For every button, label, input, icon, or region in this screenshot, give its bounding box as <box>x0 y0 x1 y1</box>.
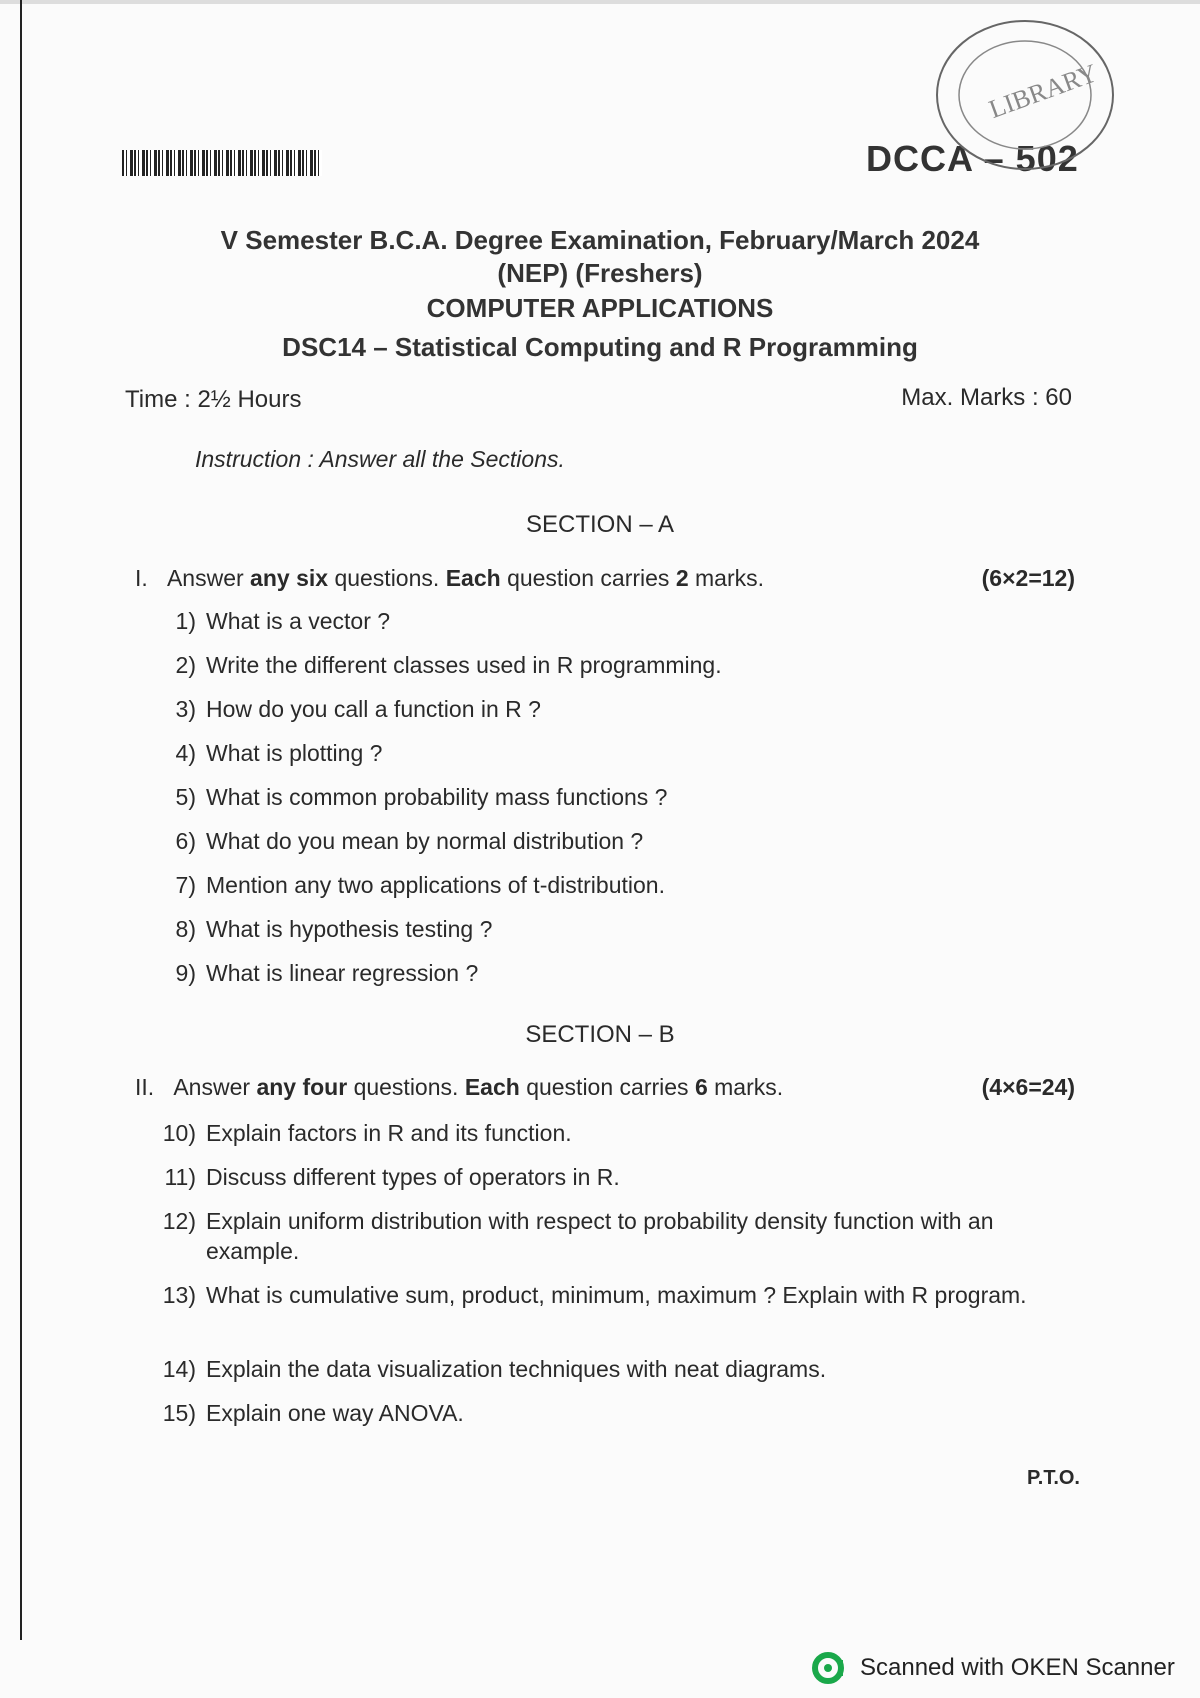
exam-subject: COMPUTER APPLICATIONS <box>426 293 774 323</box>
section-a-instruction: I. Answer any six questions. Each question carries 2 marks. <box>135 565 764 591</box>
question-number: 10) <box>162 1120 196 1146</box>
question-number: 7) <box>175 872 196 898</box>
question-text: Discuss different types of operators in R. <box>206 1164 620 1190</box>
library-stamp <box>925 10 1120 180</box>
question-number: 6) <box>175 828 196 854</box>
question-text: What do you mean by normal distribution ? <box>206 828 644 854</box>
question-text: What is hypothesis testing ? <box>206 916 493 942</box>
question-text: What is cumulative sum, product, minimum, maximum ? Explain with R program. <box>206 1282 1027 1308</box>
barcode <box>122 150 322 176</box>
exam-title: V Semester B.C.A. Degree Examination, February/March 2024 <box>220 225 980 255</box>
question-number: 13) <box>162 1282 196 1308</box>
question-number: 2) <box>175 652 196 678</box>
section-b-marks: (4×6=24) <box>981 1074 1075 1100</box>
stamp-text: LIBRARY <box>985 58 1101 124</box>
question-number: 9) <box>175 960 196 986</box>
question-text: Explain one way ANOVA. <box>206 1400 464 1426</box>
question-text: What is plotting ? <box>206 740 383 766</box>
question-text: Explain factors in R and its function. <box>206 1120 572 1146</box>
section-a-marks: (6×2=12) <box>981 565 1075 591</box>
question-number: 15) <box>162 1400 196 1426</box>
exam-max-marks: Max. Marks : 60 <box>901 384 1072 411</box>
question-number: 12) <box>162 1208 196 1234</box>
question-number: 1) <box>175 608 196 634</box>
paper-code: DCCA – 502 <box>866 138 1079 179</box>
question-text: What is linear regression ? <box>206 960 479 986</box>
question-text: What is a vector ? <box>206 608 391 634</box>
footer-text: Scanned with OKEN Scanner <box>860 1654 1175 1681</box>
question-text: Explain the data visualization techniques with neat diagrams. <box>206 1356 827 1382</box>
question-text: Mention any two applications of t-distribution. <box>206 872 665 898</box>
question-number: 4) <box>175 740 196 766</box>
scanner-logo-icon <box>812 1650 848 1686</box>
question-text: What is common probability mass functions ? <box>206 784 668 810</box>
exam-paper: DSC14 – Statistical Computing and R Programming <box>282 332 918 362</box>
section-b-title: SECTION – B <box>525 1021 675 1048</box>
question-number: 14) <box>162 1356 196 1382</box>
exam-time: Time : 2½ Hours <box>125 386 302 413</box>
question-number: 5) <box>175 784 196 810</box>
question-number: 11) <box>164 1164 196 1190</box>
scan-edge-top <box>0 0 1200 4</box>
exam-instruction: Instruction : Answer all the Sections. <box>195 446 565 472</box>
question-text: Explain uniform distribution with respect to probability density function with an example. <box>206 1208 994 1264</box>
question-number: 3) <box>175 696 196 722</box>
section-b-instruction: II. Answer any four questions. Each question carries 6 marks. <box>135 1074 784 1100</box>
question-text: Write the different classes used in R programming. <box>206 652 722 678</box>
question-text: How do you call a function in R ? <box>206 696 541 722</box>
pto-label: P.T.O. <box>1027 1467 1080 1489</box>
section-a-title: SECTION – A <box>525 511 675 538</box>
question-number: 8) <box>175 916 196 942</box>
scanner-footer <box>812 1650 1175 1686</box>
exam-scheme: (NEP) (Freshers) <box>497 258 703 288</box>
